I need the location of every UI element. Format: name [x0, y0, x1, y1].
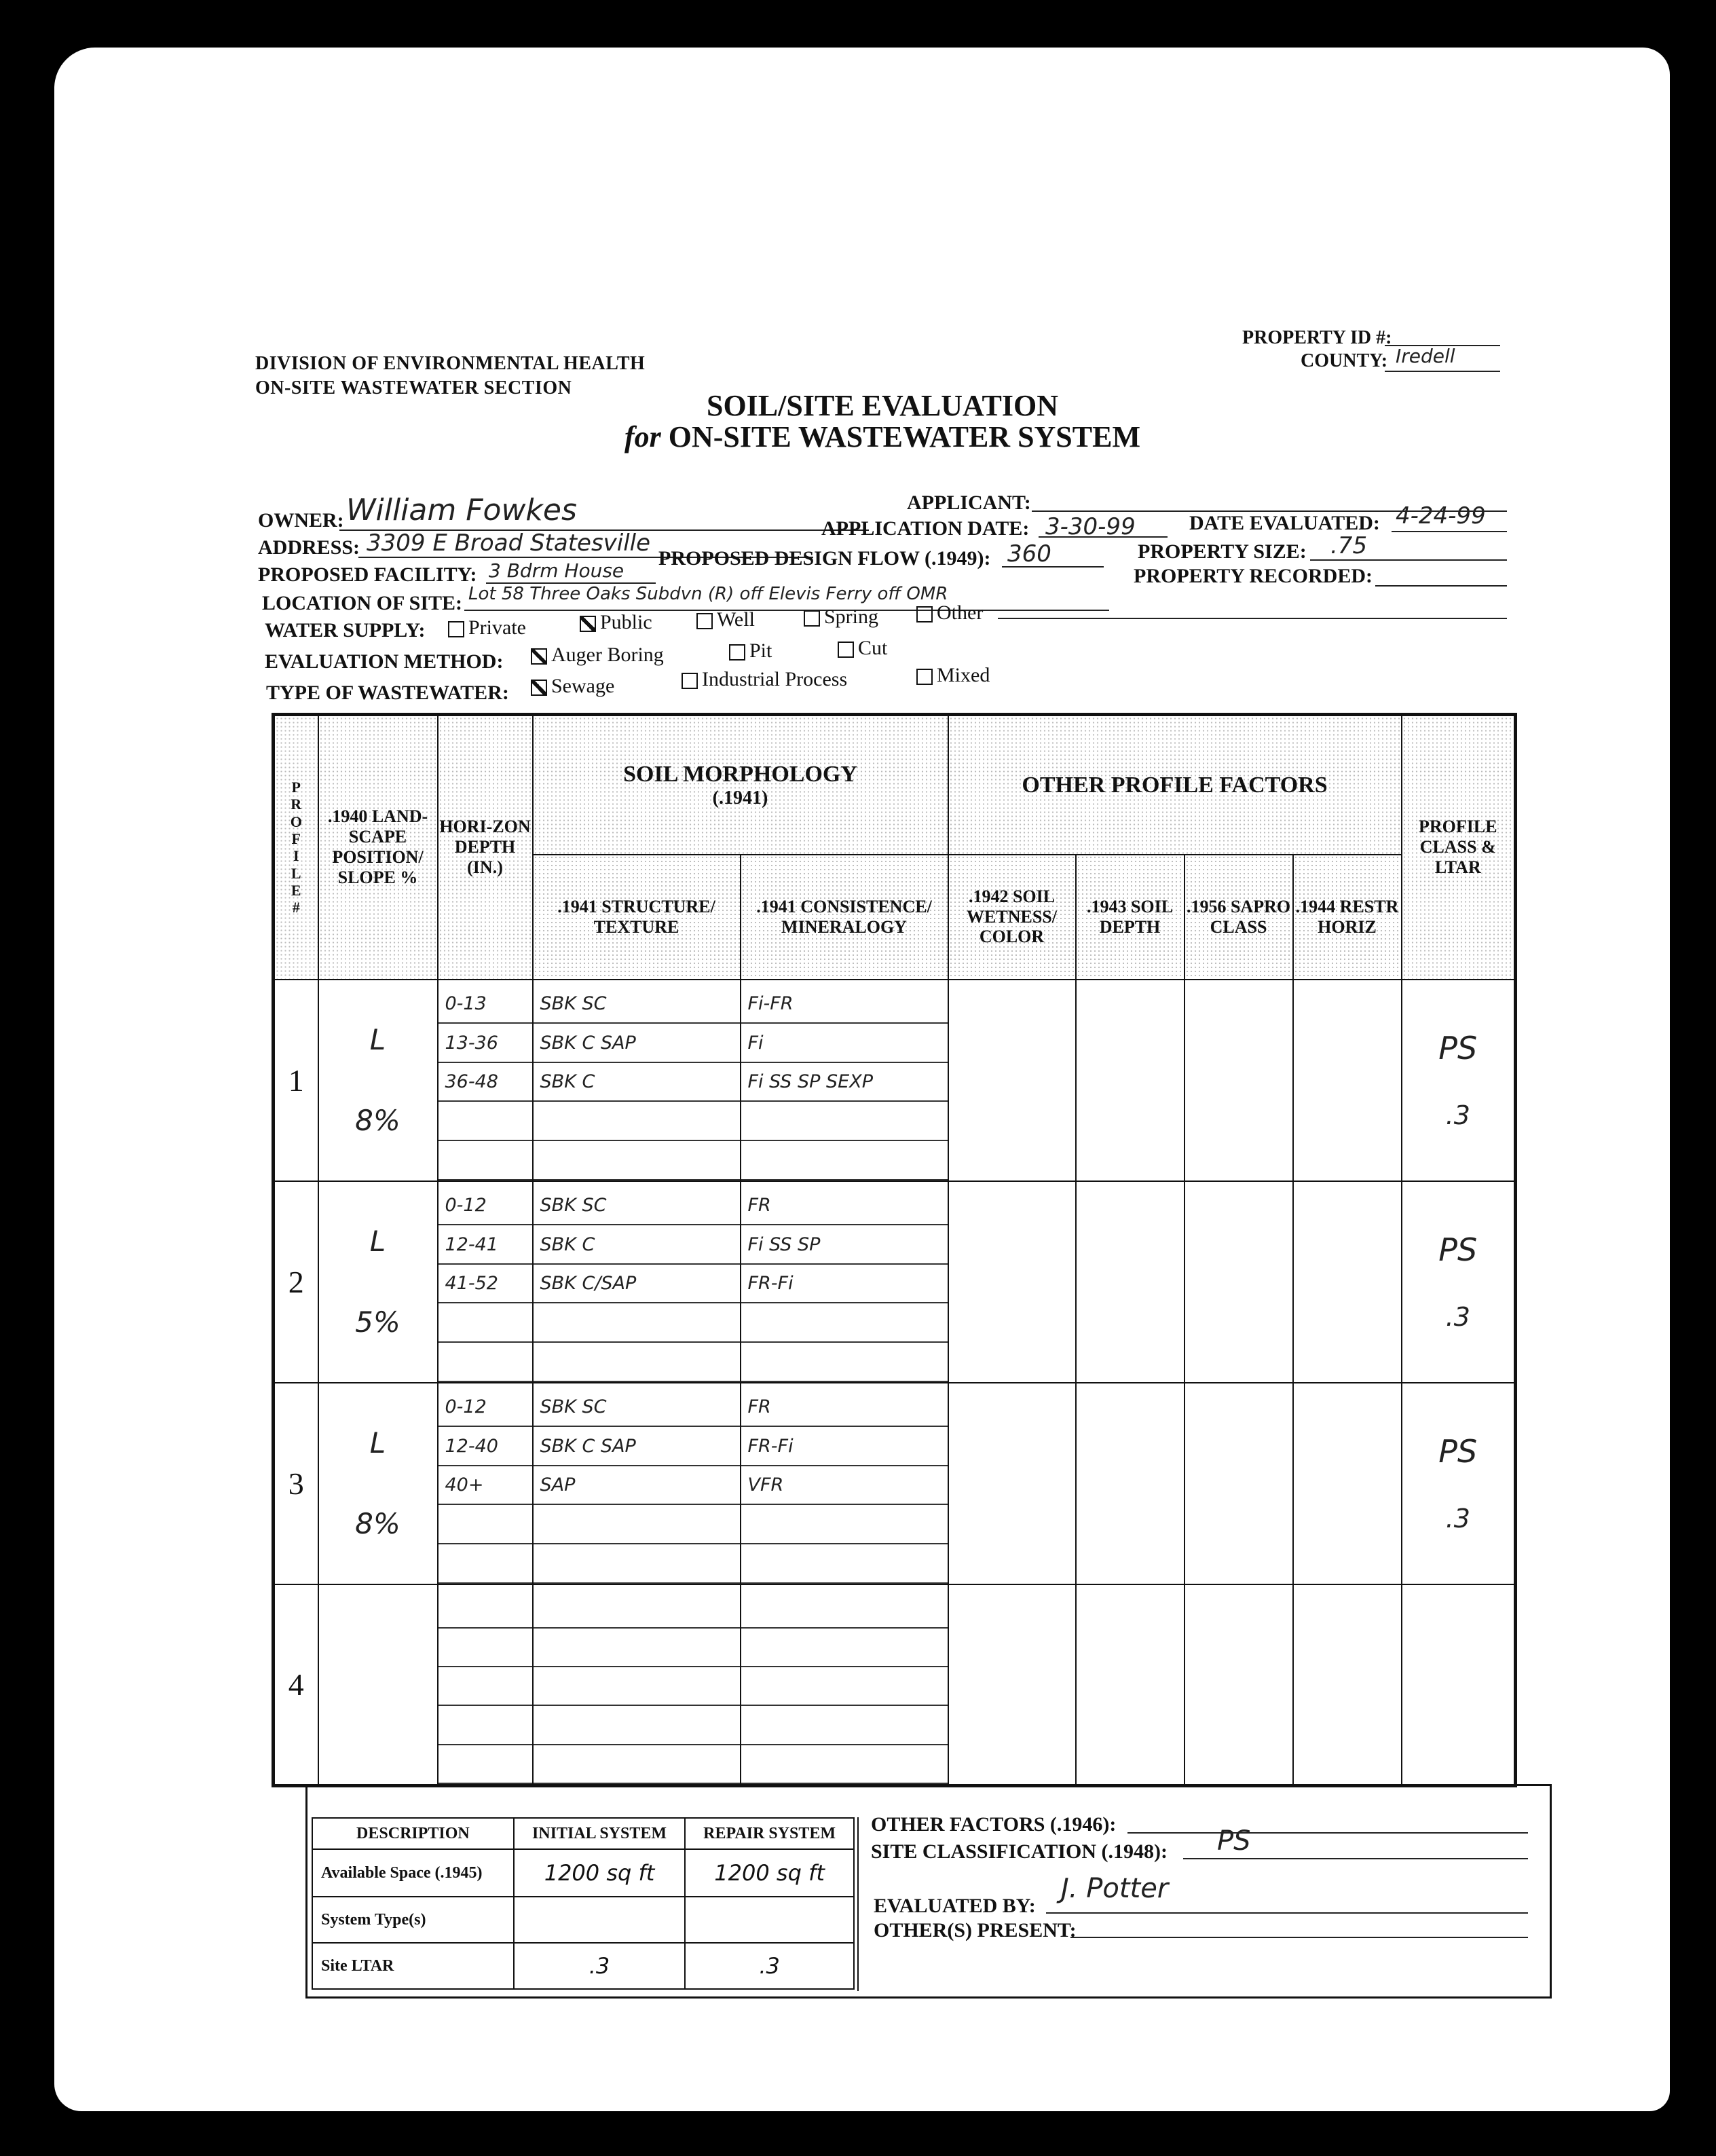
landscape-position: L — [369, 1225, 386, 1258]
wastewater-type-sewage[interactable] — [531, 675, 614, 698]
horizon-consistence — [741, 1101, 948, 1140]
form-title: SOIL/SITE EVALUATION — [706, 389, 1058, 422]
horizon-depth-cell — [438, 1181, 533, 1383]
landscape-position: L — [369, 1023, 386, 1056]
others-present-label: OTHER(S) PRESENT: — [874, 1919, 1077, 1941]
structure-texture-cell — [533, 1181, 741, 1383]
profile-class-cell — [1402, 1181, 1516, 1383]
others-present-line — [1070, 1937, 1528, 1938]
soil-depth-cell — [1076, 1383, 1185, 1584]
sapro-class-cell — [1185, 980, 1293, 1181]
profile-row — [274, 980, 1516, 1181]
horizon-lines — [439, 1187, 532, 1382]
horizon-consistence — [741, 1745, 948, 1783]
profile-row — [274, 1584, 1516, 1786]
horizon-depth — [439, 1705, 532, 1744]
date-evaluated-line — [1392, 531, 1507, 532]
horizon-depth: 13-36 — [439, 1023, 532, 1062]
profile-class-header: PROFILE CLASS & LTAR — [1402, 715, 1516, 980]
profile-ltar: .3 — [1445, 1302, 1470, 1332]
checkbox-icon[interactable] — [729, 644, 745, 661]
water-supply-public[interactable] — [580, 611, 652, 634]
site-classification-line — [1183, 1858, 1528, 1859]
division-label: DIVISION OF ENVIRONMENTAL HEALTH — [255, 353, 646, 374]
horizon-structure — [534, 1504, 740, 1544]
horizon-lines — [534, 1389, 740, 1584]
available-space-label: Available Space (.1945) — [312, 1849, 514, 1897]
horizon-depth: 12-41 — [439, 1225, 532, 1264]
application-date-label: APPLICATION DATE: — [821, 517, 1030, 540]
horizon-depth: 0-12 — [439, 1389, 532, 1427]
subtitle-for: for — [624, 420, 661, 453]
property-size-value: .75 — [1330, 532, 1368, 559]
location-label: LOCATION OF SITE: — [262, 592, 463, 614]
option-label: Mixed — [937, 664, 990, 686]
site-ltar-repair: .3 — [685, 1943, 854, 1989]
horizon-depth — [439, 1101, 532, 1140]
soil-morphology-title: SOIL MORPHOLOGY — [623, 761, 857, 787]
proposed-facility-value: 3 Bdrm House — [489, 559, 624, 582]
horizon-depth-cell — [438, 980, 533, 1181]
horizon-consistence — [741, 1303, 948, 1342]
address-value: 3309 E Broad Statesville — [367, 529, 651, 557]
soil-wetness-cell — [948, 1383, 1076, 1584]
horizon-structure — [534, 1140, 740, 1180]
option-label: Public — [600, 611, 652, 633]
owner-label: OWNER: — [258, 509, 344, 532]
evaluation-method-pit[interactable] — [729, 639, 772, 663]
profile-number: 2 — [274, 1181, 318, 1383]
horizon-structure: SBK C — [534, 1225, 740, 1264]
sapro-class-header: .1956 SAPRO CLASS — [1185, 855, 1293, 980]
horizon-depth-cell — [438, 1383, 533, 1584]
horizon-structure: SBK SC — [534, 1187, 740, 1225]
wastewater-type-mixed[interactable] — [916, 664, 990, 687]
initial-system-header: INITIAL SYSTEM — [514, 1818, 685, 1849]
soil-depth-header: .1943 SOIL DEPTH — [1076, 855, 1185, 980]
system-summary-table — [312, 1817, 855, 1990]
checkbox-icon[interactable] — [804, 610, 820, 627]
evaluated-by-line — [1046, 1912, 1528, 1914]
horizon-consistence: FR — [741, 1389, 948, 1427]
horizon-consistence: Fi SS SP SEXP — [741, 1062, 948, 1102]
horizon-depth — [439, 1504, 532, 1544]
profile-number-header: PROFILE # — [274, 715, 318, 980]
horizon-depth — [439, 1591, 532, 1629]
restr-horiz-cell — [1293, 1181, 1402, 1383]
horizon-depth: 0-12 — [439, 1187, 532, 1225]
water-supply-other-line — [998, 618, 1507, 619]
evaluation-method-cut[interactable] — [838, 637, 887, 660]
soil-depth-cell — [1076, 1181, 1185, 1383]
horizon-lines — [741, 1389, 948, 1584]
horizon-consistence — [741, 1140, 948, 1180]
water-supply-spring[interactable] — [804, 606, 878, 629]
landscape-cell — [318, 980, 438, 1181]
checkbox-icon[interactable] — [682, 673, 698, 689]
option-label: Sewage — [551, 675, 615, 697]
landscape-header: .1940 LAND-SCAPE POSITION/ SLOPE % — [318, 715, 438, 980]
horizon-lines — [534, 1591, 740, 1785]
other-factors-label: OTHER FACTORS (.1946): — [871, 1813, 1117, 1836]
horizon-consistence: VFR — [741, 1466, 948, 1505]
landscape-cell — [318, 1584, 438, 1786]
date-evaluated-label: DATE EVALUATED: — [1189, 512, 1380, 534]
applicant-label: APPLICANT: — [907, 491, 1031, 514]
horizon-consistence — [741, 1504, 948, 1544]
address-label: ADDRESS: — [258, 536, 360, 559]
application-date-value: 3-30-99 — [1045, 513, 1136, 540]
horizon-depth — [439, 1303, 532, 1342]
horizon-depth — [439, 1544, 532, 1583]
profile-class: PS — [1438, 1231, 1478, 1268]
option-label: Industrial Process — [702, 668, 848, 690]
checkbox-icon[interactable] — [916, 606, 933, 622]
profile-class-cell — [1402, 980, 1516, 1181]
other-profile-factors-header: OTHER PROFILE FACTORS — [948, 715, 1402, 855]
horizon-consistence: Fi-FR — [741, 986, 948, 1024]
checkbox-icon[interactable] — [916, 669, 933, 685]
structure-texture-cell — [533, 1383, 741, 1584]
landscape-cell — [318, 1181, 438, 1383]
horizon-structure: SBK C/SAP — [534, 1264, 740, 1303]
location-value: Lot 58 Three Oaks Subdvn (R) off Elevis Ferry off OMR — [468, 584, 948, 604]
checkbox-checked-icon[interactable] — [580, 616, 596, 632]
profile-row — [274, 1181, 1516, 1383]
horizon-consistence — [741, 1628, 948, 1667]
system-type-label: System Type(s) — [312, 1897, 514, 1943]
location-line — [464, 610, 1109, 611]
profile-number: 3 — [274, 1383, 318, 1584]
consistence-cell — [741, 1181, 948, 1383]
profile-number: 1 — [274, 980, 318, 1181]
profile-class: PS — [1438, 1030, 1478, 1066]
consistence-cell — [741, 1584, 948, 1786]
design-flow-label: PROPOSED DESIGN FLOW (.1949): — [658, 547, 991, 570]
horizon-structure — [534, 1628, 740, 1667]
consistence-cell — [741, 1383, 948, 1584]
horizon-lines — [534, 986, 740, 1181]
soil-morphology-code: (.1941) — [712, 787, 768, 809]
other-factors-line — [1127, 1832, 1528, 1834]
structure-texture-cell — [533, 1584, 741, 1786]
horizon-consistence: FR — [741, 1187, 948, 1225]
horizon-consistence: Fi — [741, 1023, 948, 1062]
evaluated-by-label: EVALUATED BY: — [874, 1895, 1036, 1917]
horizon-structure: SBK SC — [534, 986, 740, 1024]
profile-number: 4 — [274, 1584, 318, 1786]
horizon-depth: 40+ — [439, 1466, 532, 1505]
checkbox-icon[interactable] — [448, 621, 464, 637]
sapro-class-cell — [1185, 1181, 1293, 1383]
horizon-depth-cell — [438, 1584, 533, 1786]
property-id-label: PROPERTY ID #: — [1242, 327, 1392, 348]
summary-divider — [857, 1817, 859, 1991]
horizon-structure — [534, 1591, 740, 1629]
profile-ltar: .3 — [1445, 1504, 1470, 1534]
horizon-consistence: FR-Fi — [741, 1426, 948, 1466]
site-classification-label: SITE CLASSIFICATION (.1948): — [871, 1840, 1168, 1863]
repair-system-header: REPAIR SYSTEM — [685, 1818, 854, 1849]
horizon-consistence — [741, 1342, 948, 1381]
profile-class-cell — [1402, 1584, 1516, 1786]
profile-ltar: .3 — [1445, 1100, 1470, 1130]
soil-evaluation-table — [272, 713, 1517, 1787]
horizon-depth-header: HORI-ZON DEPTH (IN.) — [438, 715, 533, 980]
horizon-depth: 0-13 — [439, 986, 532, 1024]
option-label: Auger Boring — [551, 644, 664, 666]
option-label: Spring — [824, 606, 879, 628]
property-recorded-line — [1375, 585, 1507, 587]
checkbox-icon[interactable] — [696, 613, 713, 629]
horizon-structure: SBK C SAP — [534, 1023, 740, 1062]
available-space-initial: 1200 sq ft — [514, 1849, 685, 1897]
profile-class-cell — [1402, 1383, 1516, 1584]
horizon-structure — [534, 1667, 740, 1705]
soil-depth-cell — [1076, 1584, 1185, 1786]
water-supply-label: WATER SUPPLY: — [265, 619, 426, 642]
soil-wetness-cell — [948, 1181, 1076, 1383]
description-header: DESCRIPTION — [312, 1818, 514, 1849]
horizon-lines — [534, 1187, 740, 1382]
horizon-consistence: FR-Fi — [741, 1264, 948, 1303]
restr-horiz-cell — [1293, 1383, 1402, 1584]
wastewater-type-industrial[interactable] — [682, 668, 847, 691]
county-label: COUNTY: — [1301, 350, 1388, 371]
checkbox-icon[interactable] — [838, 642, 854, 658]
evaluated-by-value: J. Potter — [1061, 1873, 1169, 1904]
section-label: ON-SITE WASTEWATER SECTION — [255, 377, 572, 398]
water-supply-private[interactable] — [448, 616, 526, 639]
horizon-lines — [439, 1389, 532, 1584]
horizon-structure — [534, 1745, 740, 1783]
landscape-position: L — [369, 1426, 386, 1460]
soil-morphology-header — [533, 715, 948, 855]
horizon-depth — [439, 1745, 532, 1783]
summary-section — [305, 1784, 1552, 1999]
date-evaluated-value: 4-24-99 — [1396, 502, 1486, 529]
soil-wetness-cell — [948, 1584, 1076, 1786]
horizon-consistence — [741, 1705, 948, 1744]
horizon-consistence — [741, 1544, 948, 1583]
sapro-class-cell — [1185, 1584, 1293, 1786]
horizon-structure: SBK C SAP — [534, 1426, 740, 1466]
slope-percent: 5% — [355, 1305, 400, 1339]
horizon-structure: SAP — [534, 1466, 740, 1505]
horizon-structure — [534, 1544, 740, 1583]
site-ltar-label: Site LTAR — [312, 1943, 514, 1989]
soil-depth-cell — [1076, 980, 1185, 1181]
property-size-line — [1310, 559, 1507, 561]
property-recorded-label: PROPERTY RECORDED: — [1134, 565, 1373, 587]
consistence-header: .1941 CONSISTENCE/ MINERALOGY — [741, 855, 948, 980]
county-value: Iredell — [1396, 345, 1455, 367]
horizon-lines — [741, 1591, 948, 1785]
profile-class: PS — [1438, 1433, 1478, 1470]
structure-texture-header: .1941 STRUCTURE/ TEXTURE — [533, 855, 741, 980]
owner-value: William Fowkes — [346, 493, 577, 527]
system-type-repair — [685, 1897, 854, 1943]
horizon-lines — [741, 986, 948, 1181]
horizon-depth — [439, 1342, 532, 1381]
evaluation-method-label: EVALUATION METHOD: — [265, 650, 504, 673]
restr-horiz-cell — [1293, 1584, 1402, 1786]
restr-horiz-cell — [1293, 980, 1402, 1181]
design-flow-value: 360 — [1007, 540, 1051, 568]
horizon-depth: 41-52 — [439, 1264, 532, 1303]
restr-horiz-header: .1944 RESTR HORIZ — [1293, 855, 1402, 980]
horizon-consistence — [741, 1667, 948, 1705]
water-supply-other[interactable] — [916, 601, 983, 625]
horizon-structure — [534, 1303, 740, 1342]
horizon-consistence — [741, 1591, 948, 1629]
consistence-cell — [741, 980, 948, 1181]
horizon-lines — [741, 1187, 948, 1382]
checkbox-checked-icon[interactable] — [531, 648, 547, 665]
system-type-initial — [514, 1897, 685, 1943]
sapro-class-cell — [1185, 1383, 1293, 1584]
available-space-repair: 1200 sq ft — [685, 1849, 854, 1897]
soil-wetness-cell — [948, 980, 1076, 1181]
evaluation-method-auger[interactable] — [531, 644, 664, 667]
landscape-cell — [318, 1383, 438, 1584]
horizon-depth — [439, 1667, 532, 1705]
structure-texture-cell — [533, 980, 741, 1181]
horizon-consistence: Fi SS SP — [741, 1225, 948, 1264]
form-subtitle — [543, 420, 1222, 454]
horizon-lines — [439, 986, 532, 1181]
horizon-structure — [534, 1705, 740, 1744]
slope-percent: 8% — [355, 1104, 400, 1137]
county-line — [1385, 371, 1500, 372]
slope-percent: 8% — [355, 1507, 400, 1540]
site-classification-value: PS — [1217, 1825, 1251, 1857]
option-label: Pit — [749, 639, 772, 662]
property-size-label: PROPERTY SIZE: — [1138, 540, 1307, 563]
horizon-lines — [439, 1591, 532, 1785]
subtitle-rest: ON-SITE WASTEWATER SYSTEM — [668, 420, 1141, 453]
horizon-depth: 36-48 — [439, 1062, 532, 1102]
site-ltar-initial: .3 — [514, 1943, 685, 1989]
checkbox-checked-icon[interactable] — [531, 680, 547, 696]
water-supply-well[interactable] — [696, 608, 755, 631]
option-label: Private — [468, 616, 526, 639]
option-label: Well — [717, 608, 755, 631]
horizon-depth — [439, 1628, 532, 1667]
wastewater-type-label: TYPE OF WASTEWATER: — [266, 682, 509, 704]
horizon-depth: 12-40 — [439, 1426, 532, 1466]
horizon-structure: SBK C — [534, 1062, 740, 1102]
option-label: Other — [937, 601, 984, 624]
soil-wetness-header: .1942 SOIL WETNESS/ COLOR — [948, 855, 1076, 980]
horizon-depth — [439, 1140, 532, 1180]
option-label: Cut — [858, 637, 888, 659]
horizon-structure — [534, 1101, 740, 1140]
horizon-structure — [534, 1342, 740, 1381]
horizon-structure: SBK SC — [534, 1389, 740, 1427]
proposed-facility-label: PROPOSED FACILITY: — [258, 563, 477, 586]
profile-row — [274, 1383, 1516, 1584]
